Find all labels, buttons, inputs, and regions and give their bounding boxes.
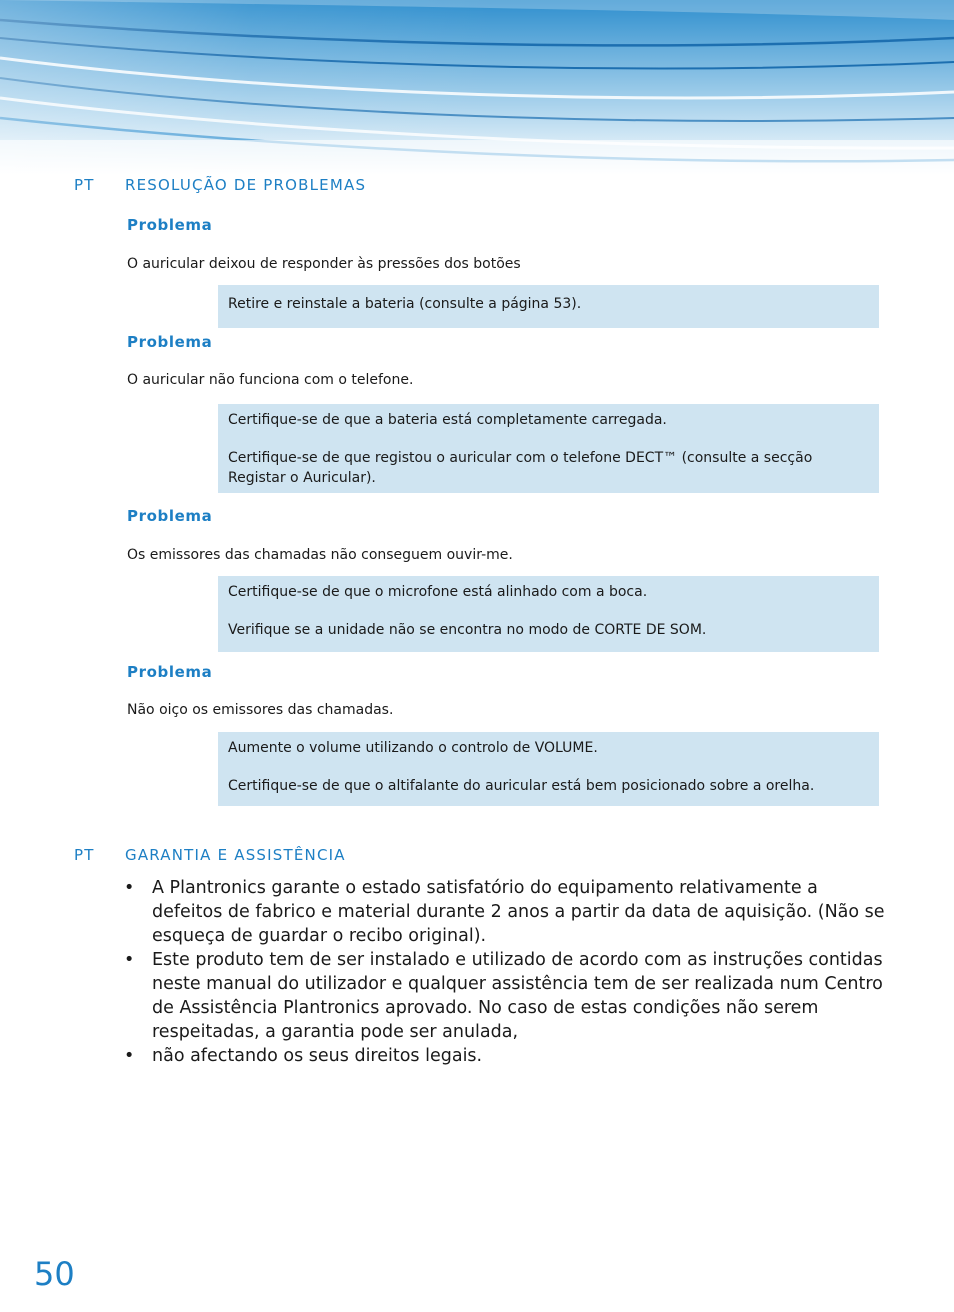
solution-box [218,285,879,328]
solution-text: Certifique-se de que o altifalante do auricular está bem posicionado sobre a orelha. [228,778,815,794]
list-item-text: não afectando os seus direitos legais. [152,1046,483,1066]
solution-text: Certifique-se de que a bateria está completamente carregada. [228,412,667,428]
list-item-text: Este produto tem de ser instalado e utilizado de acordo com as instruções contidas neste manual do utilizador e qualquer assistência tem de ser realizada num Centro de Assistência Plantronics aprovado. No caso de estas condições não serem respeitadas, a garantia pode ser anulada, [152,950,883,1042]
language-code: PT [74,176,95,194]
troubleshooting-heading [74,176,366,194]
solution-box [218,404,879,493]
section-title: RESOLUÇÃO DE PROBLEMAS [125,176,367,194]
solution-text: Certifique-se de que o microfone está alinhado com a boca. [228,584,648,600]
list-item [124,1044,889,1068]
bullet: • [124,878,135,898]
problem-description: O auricular não funciona com o telefone. [127,372,414,388]
list-item [124,948,889,1044]
solution-text: Verifique se a unidade não se encontra no modo de CORTE DE SOM. [228,622,707,638]
list-item [124,876,889,948]
warranty-heading [74,846,346,864]
language-code: PT [74,846,95,864]
page-number: 50 [34,1255,75,1293]
section-title: GARANTIA E ASSISTÊNCIA [125,846,346,864]
bullet: • [124,1046,135,1066]
problem-label: Problema [127,663,213,681]
problem-label: Problema [127,333,213,351]
solution-text: Aumente o volume utilizando o controlo de VOLUME. [228,740,598,756]
problem-label: Problema [127,216,213,234]
problem-description: O auricular deixou de responder às pressões dos botões [127,256,521,272]
list-item-text: A Plantronics garante o estado satisfatório do equipamento relativamente a defeitos de fabrico e material durante 2 anos a partir da data de aquisição. (Não se esqueça de guardar o recibo original). [152,878,885,946]
bullet: • [124,950,135,970]
solution-text: Certifique-se de que registou o auricular com o telefone DECT™ (consulte a secção Registar o Auricular). [228,450,813,486]
problem-description: Os emissores das chamadas não conseguem ouvir-me. [127,547,513,563]
solution-box [218,576,879,652]
header-wave-graphic [0,0,954,175]
problem-label: Problema [127,507,213,525]
solution-box [218,732,879,806]
problem-description: Não oiço os emissores das chamadas. [127,702,394,718]
warranty-list [124,876,889,1068]
solution-text: Retire e reinstale a bateria (consulte a página 53). [228,296,582,312]
